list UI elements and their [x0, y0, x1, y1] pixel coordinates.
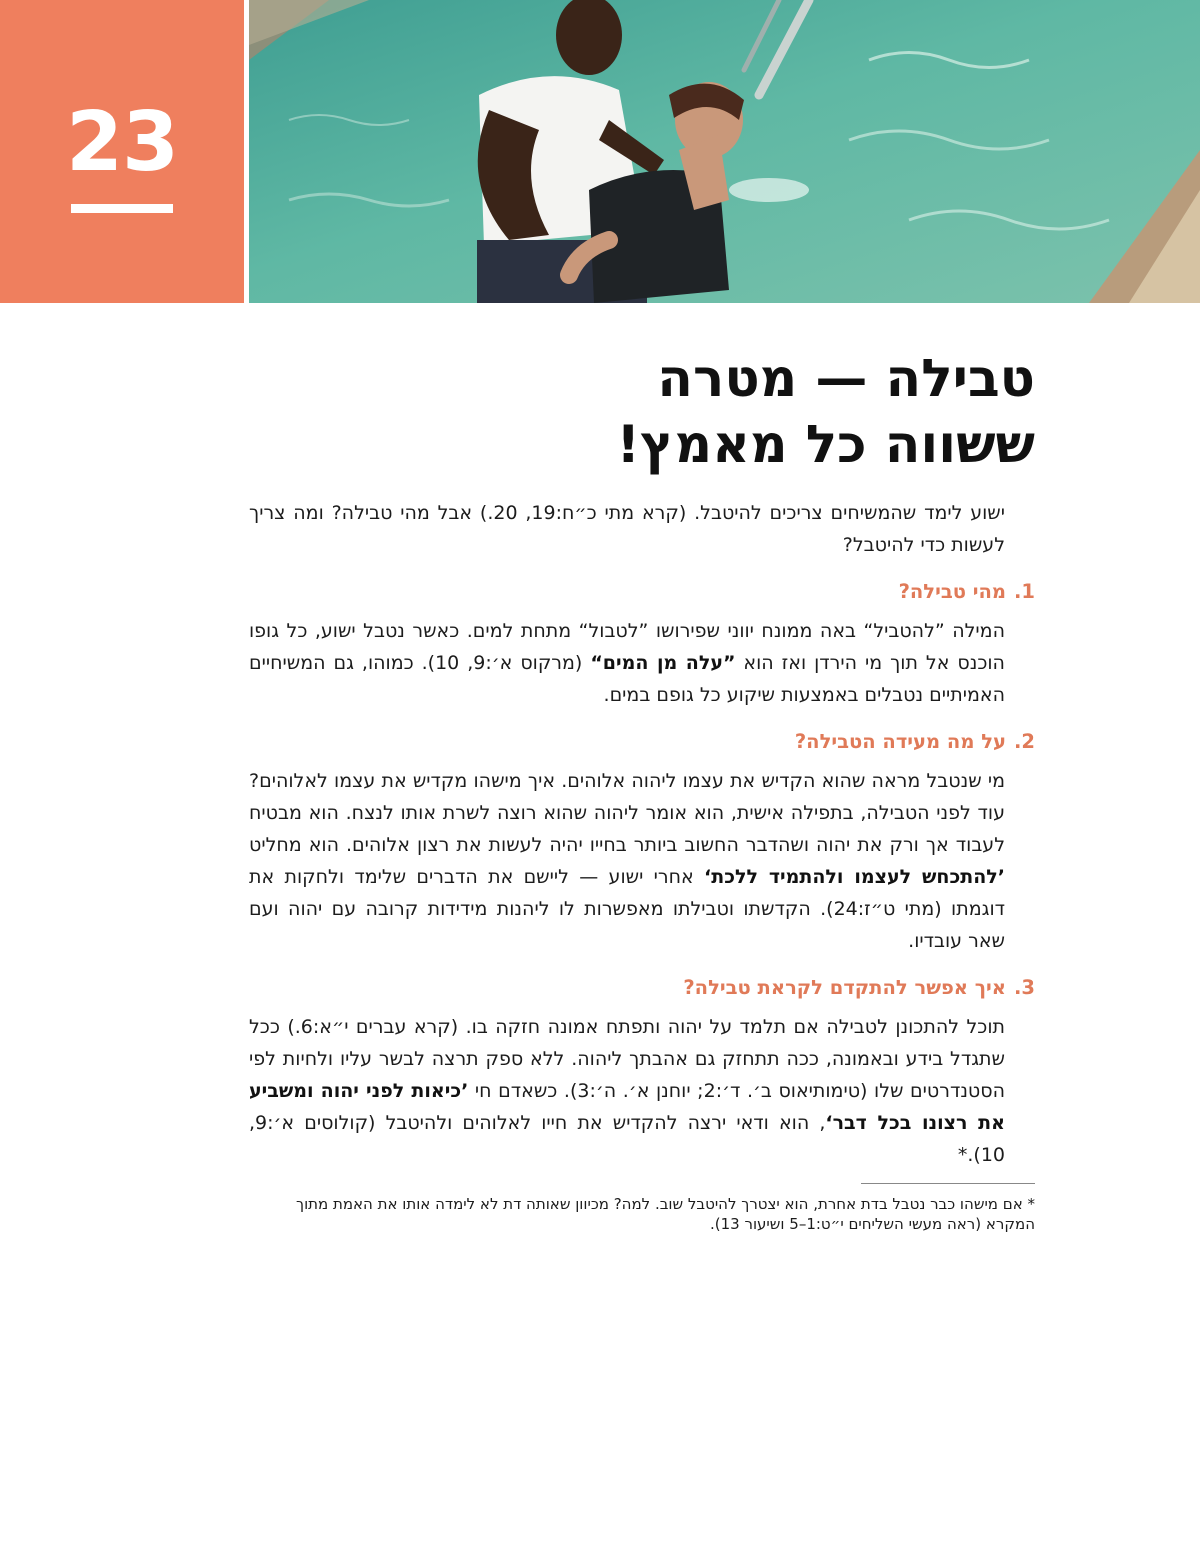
question-text: איך אפשר להתקדם לקראת טבילה? [683, 976, 1006, 999]
question-text: על מה מעידה הטבילה? [794, 730, 1006, 753]
question-heading-2 [249, 729, 1035, 755]
bold-quote: ’כיאות לפני יהוה ומשביע את רצונו בכל דבר‘ [249, 1080, 1005, 1134]
section-text: , הוא ודאי ירצה להקדיש את חייו לאלוהים ולהיטבל (קולוסים א׳:9, 10).* [249, 1112, 1005, 1166]
footnote: * אם מישהו כבר נטבל בדת אחרת, הוא יצטרך להיטבל שוב. למה? מכיוון שאותה דת לא לימדה אותו את האמת מתוך המקרא (ראה מעשי השליחים י״ט:1–5 ושיעור 13). [296, 1195, 1035, 1233]
lesson-number: 23 [65, 95, 179, 190]
lesson-content [249, 497, 1035, 1234]
section-text: מי שנטבל מראה שהוא הקדיש את עצמו ליהוה אלוהים. איך מישהו מקדיש את עצמו לאלוהים? עוד לפני הטבילה, בתפילה אישית, הוא אומר ליהוה שהוא רוצה לשרת אותו לנצח. הוא מבטיח לעבוד אך ורק את יהוה ושהדבר החשוב ביותר בחייו יהיה לעשות את רצון אלוהים. הוא מחליט [249, 770, 1005, 856]
title-line-2: ששווה כל מאמץ! [616, 415, 1035, 475]
section-text: אחרי ישוע — ליישם את הדברים שלימד ולחקות את דוגמתו (מתי ט״ז:24). הקדשתו וטבילתו מאפשרות לו ליהנות מידידות קרובה עם יהוה ועם שאר עובדיו. [249, 866, 1005, 952]
lesson-number-block [0, 0, 244, 303]
question-number: 3. [1014, 976, 1035, 999]
section-text: המילה ”להטביל“ באה ממונח יווני שפירושו ”לטבול“ מתחת למים. כאשר נטבל ישוע, כל גופו הוכנס אל תוך מי הירדן ואז הוא [249, 620, 1005, 674]
page-title [235, 346, 1035, 478]
lesson-number-underline [71, 204, 173, 213]
bold-quote: ”עלה מן המים“ [590, 652, 736, 674]
intro-paragraph: ישוע לימד שהמשיחים צריכים להיטבל. (קרא מתי כ״ח:19, 20.) אבל מהי טבילה? ומה צריך לעשות כדי להיטבל? [249, 502, 1005, 556]
question-number: 2. [1014, 730, 1035, 753]
footnote-divider [861, 1183, 1035, 1184]
section-1-paragraph [249, 615, 1035, 711]
baptism-photo [249, 0, 1200, 303]
question-number: 1. [1014, 580, 1035, 603]
question-heading-3 [249, 975, 1035, 1001]
section-text: (מרקוס א׳:9, 10). כמוהו, גם המשיחיים האמיתיים נטבלים באמצעות שיקוע כל גופם במים. [249, 652, 1005, 706]
title-line-1: טבילה — מטרה [657, 349, 1035, 409]
section-2-paragraph [249, 765, 1035, 957]
bold-quote: ’להתכחש לעצמו ולהתמיד ללכת‘ [704, 866, 1005, 888]
section-text: תוכל להתכונן לטבילה אם תלמד על יהוה ותפתח אמונה חזקה בו. (קרא עברים י״א:6.) ככל שתגדל בידע ובאמונה, ככה תתחזק גם אהבתך ליהוה. ללא ספק תרצה לבשר עליו ולחיות לפי הסטנדרטים שלו (טימותיאוס ב׳. ד׳:2; יוחנן א׳. ה׳:3). כשאדם חי [249, 1016, 1005, 1102]
question-text: מהי טבילה? [898, 580, 1006, 603]
section-3-paragraph [249, 1011, 1035, 1171]
question-heading-1 [249, 579, 1035, 605]
